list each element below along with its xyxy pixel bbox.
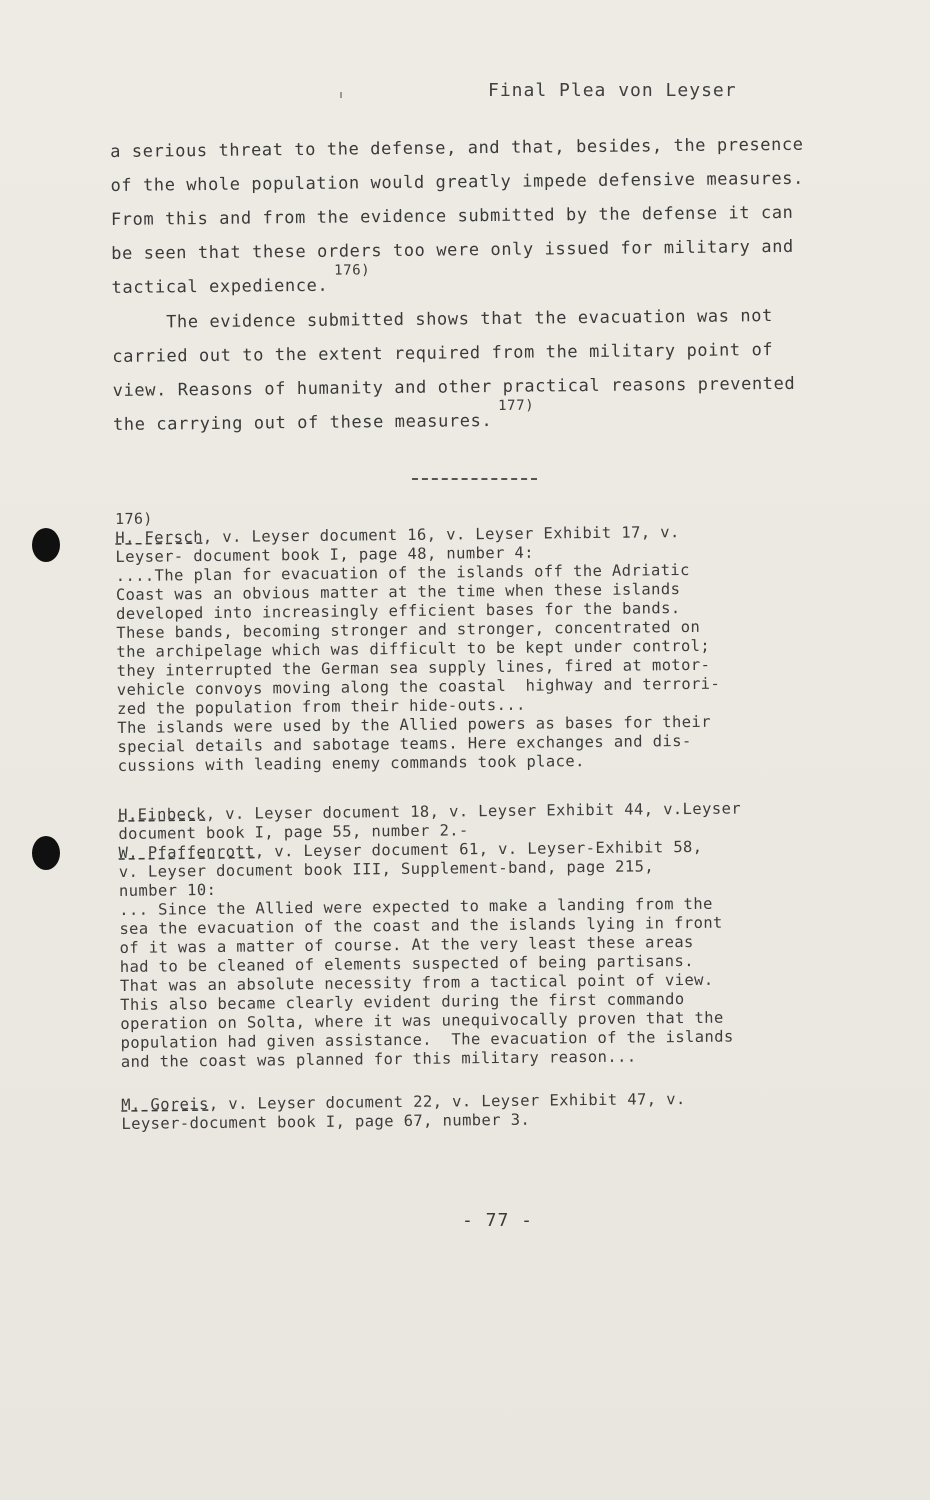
body-line: view. Reasons of humanity and other practical reasons prevented	[112, 373, 796, 401]
punch-hole-icon	[32, 528, 60, 562]
footnote-line: they interrupted the German sea supply lines, fired at motor-	[116, 655, 711, 680]
body-line: of the whole population would greatly impede defensive measures.	[110, 168, 805, 196]
footnote-text: , v. Leyser document 18, v. Leyser Exhibit 44, v.Leyser	[205, 799, 742, 824]
page-number: - 77 -	[462, 1210, 534, 1231]
footnote-line: sea the evacuation of the coast and the islands lying in front	[119, 913, 723, 938]
body-line-text: the carrying out of these measures.	[112, 411, 493, 435]
footnote-line: and the coast was planned for this military reason...	[120, 1047, 637, 1071]
main-body-text	[110, 127, 858, 443]
footnote-line: The islands were used by the Allied powers as bases for their	[117, 712, 711, 737]
footnote-line: population had given assistance. The evacuation of the islands	[120, 1027, 734, 1052]
footnote-line: Leyser- document book I, page 48, number 4:	[115, 543, 535, 566]
footnote-line: This also became clearly evident during the first commando	[120, 990, 685, 1014]
footnote-author: W. Pfaffenrott	[118, 842, 255, 862]
footnote-line: Coast was an obvious matter at the time when these islands	[115, 580, 681, 604]
footnote-line: number 10:	[118, 880, 217, 900]
footnote-line: the archipelage which was difficult to be kept under control;	[116, 636, 711, 661]
body-line	[112, 397, 858, 443]
footnote-line: These bands, becoming stronger and stronger, concentrated on	[116, 617, 701, 642]
body-line: From this and from the evidence submitted by the defense it can	[110, 202, 794, 230]
footnote-reference-177: 177)	[498, 397, 535, 414]
footnote-line: of it was a matter of course. At the very least these areas	[119, 932, 694, 957]
footnote-line: That was an absolute necessity from a tactical point of view.	[119, 970, 714, 995]
footnote-author: H. Fersch	[115, 528, 203, 547]
footnote-line: document book I, page 55, number 2.-	[118, 821, 469, 843]
body-line-text: tactical expedience.	[111, 275, 329, 298]
footnote-line: vehicle convoys moving along the coastal highway and terrori-	[116, 674, 721, 699]
body-line: a serious threat to the defense, and that, besides, the presence	[110, 134, 804, 162]
footnote-line: Leyser-document book I, page 67, number 3.	[121, 1110, 531, 1133]
footnote-author: H.Einbeck	[118, 805, 206, 824]
footnote-reference-176: 176)	[334, 262, 371, 279]
footnotes-section	[115, 502, 866, 1134]
footnote-line: v. Leyser document book III, Supplement-band, page 215,	[118, 857, 655, 881]
footnote-author: M. Goreis	[121, 1095, 209, 1114]
footnote-line: cussions with leading enemy commands took place.	[117, 752, 585, 775]
footnote-text: , v. Leyser document 61, v. Leyser-Exhibit 58,	[254, 837, 703, 861]
footnote-marker: 176)	[115, 509, 153, 528]
section-divider	[412, 478, 537, 480]
page-header: Final Plea von Leyser	[488, 80, 737, 101]
footnote-line: zed the population from their hide-outs...	[116, 695, 526, 718]
footnote-line: developed into increasingly efficient bases for the bands.	[115, 599, 681, 623]
footnote-line: ... Since the Allied were expected to make a landing from the	[119, 894, 713, 919]
punch-hole-icon	[32, 836, 60, 870]
body-line: The evidence submitted shows that the evacuation was not	[111, 306, 773, 333]
footnote-line: special details and sabotage teams. Here exchanges and dis-	[117, 731, 692, 756]
margin-mark	[340, 92, 342, 98]
footnote-text: , v. Leyser document 22, v. Leyser Exhibit 47, v.	[208, 1090, 686, 1114]
footnote-text: , v. Leyser document 16, v. Leyser Exhibit 17, v.	[202, 523, 680, 547]
footnote-line: had to be cleaned of elements suspected of being partisans.	[119, 951, 695, 976]
body-line: be seen that these orders too were only issued for military and	[111, 236, 794, 264]
footnote-line: operation on Solta, where it was unequivocally proven that the	[120, 1008, 724, 1033]
body-line: carried out to the extent required from the military point of	[112, 340, 774, 367]
footnote-line: ....The plan for evacuation of the islands off the Adriatic	[115, 560, 690, 585]
